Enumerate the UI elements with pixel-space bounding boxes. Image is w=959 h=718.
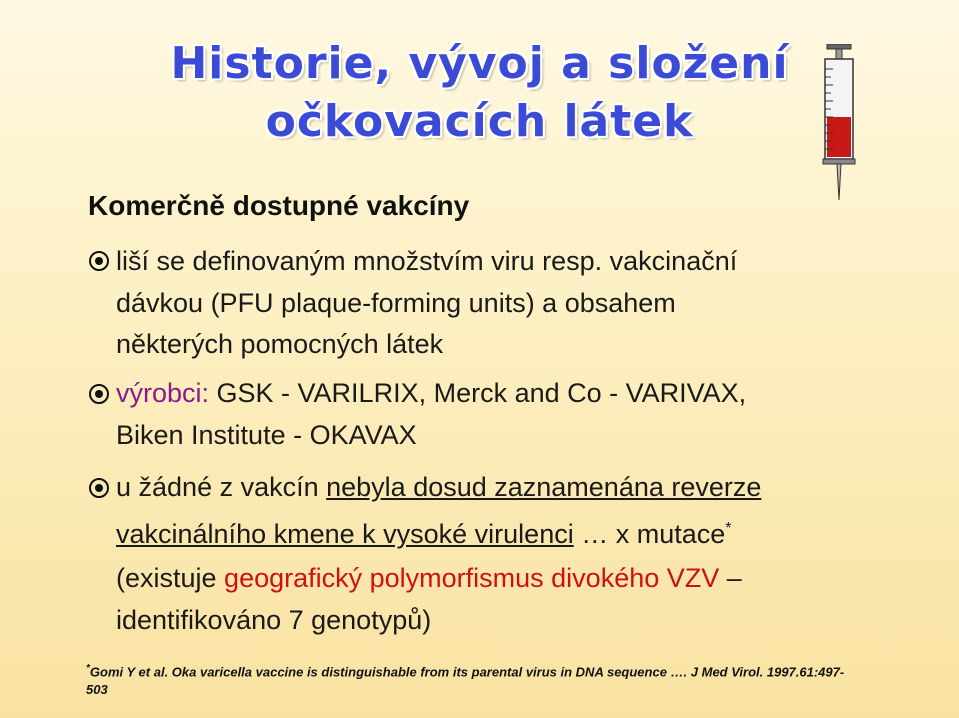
syringe-icon [815, 44, 863, 200]
bullet2-line1 [116, 372, 916, 414]
bullet3-prefix: u žádné z vakcín [116, 472, 327, 502]
footnote [86, 660, 926, 699]
manufacturers-label: výrobci: [116, 378, 210, 408]
bullet3-underlined-2: vakcinálního kmene k vysoké virulenci [116, 519, 574, 549]
bullet1-line2: dávkou (PFU plaque-forming units) a obsahem [116, 288, 676, 318]
manufacturers-list: GSK - VARILRIX, Merck and Co - VARIVAX, [209, 378, 747, 408]
page-title-line2: očkovacích látek [265, 96, 694, 147]
bullet3-mutation: … x mutace [573, 519, 726, 549]
bullet1-line3: některých pomocných látek [116, 329, 444, 359]
bullet3-dash: – [719, 563, 742, 593]
footnote-text-continued: 503 [86, 682, 108, 698]
bullet3-paren-open: (existuje [116, 563, 225, 593]
page-title-line1: Historie, vývoj a složení [170, 38, 789, 89]
bullet3-polymorphism: geografický polymorfismus divokého VZV [224, 563, 720, 593]
bullet-target-icon [88, 250, 110, 272]
bullet3-underlined-1: nebyla dosud zaznamenána reverze [326, 472, 762, 502]
bullet3-line1 [116, 466, 916, 508]
bullet3-line4: identifikováno 7 genotypů) [116, 605, 432, 635]
bullet-target-icon [88, 477, 110, 499]
bullet-target-icon [88, 383, 110, 405]
bullet3-line2 [116, 508, 916, 555]
section-heading: Komerčně dostupné vakcíny [88, 190, 470, 221]
bullet1-line1: liší se definovaným množstvím viru resp. vakcinační [116, 246, 738, 276]
footnote-text: Gomi Y et al. Oka varicella vaccine is distinguishable from its parental virus in DNA sequence …. J Med Virol. 1997.61:497- [89, 664, 845, 680]
footnote-marker: * [725, 520, 732, 537]
bullet3-line3 [116, 557, 916, 599]
footnote-star: * [86, 663, 90, 674]
bullet2-line2: Biken Institute - OKAVAX [116, 420, 417, 450]
